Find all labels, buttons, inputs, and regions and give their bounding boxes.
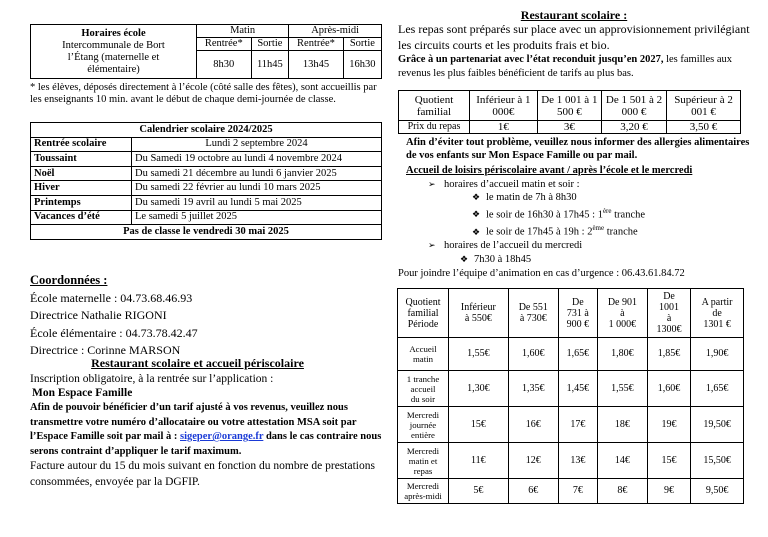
calendar-row — [31, 195, 382, 210]
list-item: ➢ horaires de l’accueil du mercredi — [428, 240, 583, 252]
calendar-row — [31, 181, 382, 196]
peri-row — [398, 338, 744, 371]
meal-price-table — [398, 90, 741, 134]
peri-price: 8€ — [597, 479, 647, 504]
peri-row — [398, 479, 744, 504]
peri-header-cell: Inférieur à 550€ — [449, 289, 509, 338]
school-label-line: Horaires école — [81, 27, 146, 39]
calendar-label: Noël — [31, 166, 132, 181]
peri-price: 1,90€ — [691, 338, 744, 371]
peri-price: 1,45€ — [558, 371, 597, 407]
peri-price: 7€ — [558, 479, 597, 504]
restaurant-scolaire-title: Restaurant scolaire : — [520, 8, 628, 22]
hours-note: * les élèves, déposés directement à l’école (côté salle des fêtes), sont accueillis par les enseignants 10 min. avant le début de chaque demi-journée de classe. — [30, 82, 377, 105]
school-label-line: élémentaire) — [87, 63, 140, 75]
emergency-contact: Pour joindre l’équipe d’animation en cas d’urgence : 06.43.61.84.72 — [398, 268, 685, 280]
peri-price: 14€ — [597, 443, 647, 479]
peri-price: 19€ — [647, 407, 690, 443]
allergies-note: Afin d’éviter tout problème, veuillez nous informer des allergies alimentaires de vos enfants sur Mon Espace Famille ou par mail. — [406, 137, 750, 161]
peri-price: 15€ — [449, 407, 509, 443]
morning-header: Matin — [197, 25, 289, 38]
list-subitem: ❖ le soir de 17h45 à 19h : 2ème tranche — [472, 224, 638, 238]
peri-price: 1,30€ — [449, 371, 509, 407]
partner-note — [398, 53, 750, 80]
calendar-label: Rentrée scolaire — [31, 137, 132, 152]
coordinates-line: École maternelle : 04.73.68.46.93 — [30, 290, 193, 305]
tarif-column-header: De 1 501 à 2 000 € — [601, 91, 666, 121]
peri-price: 9€ — [647, 479, 690, 504]
peri-price: 17€ — [558, 407, 597, 443]
peri-row-label: Mercredi matin et repas — [398, 443, 449, 479]
peri-price: 1,65€ — [691, 371, 744, 407]
restaurant-scolaire-section — [398, 8, 750, 80]
peri-row — [398, 407, 744, 443]
calendar-value: Du samedi 22 février au lundi 10 mars 2025 — [132, 181, 382, 196]
school-label-line: l’Étang (maternelle et — [67, 51, 160, 63]
registration-intro: Inscription obligatoire, à la rentrée sur l’application : — [30, 372, 274, 385]
arrow-bullet-icon: ➢ — [428, 178, 436, 189]
calendar-value: Du samedi 21 décembre au lundi 6 janvier 2025 — [132, 166, 382, 181]
peri-price: 11€ — [449, 443, 509, 479]
peri-header-cell: De 901 à 1 000€ — [597, 289, 647, 338]
restaurant-intro: Les repas sont préparés sur place avec un approvisionnement privilégiant les circuits courts et les produits frais et bio. — [398, 22, 750, 52]
afternoon-header: Après-midi — [289, 25, 382, 38]
school-label-line: Intercommunale de Bort — [62, 39, 165, 51]
peri-header-cell: A partir de 1301 € — [691, 289, 744, 338]
calendar-value: Lundi 2 septembre 2024 — [132, 137, 382, 152]
hour-value: 8h30 — [197, 51, 252, 79]
email-link[interactable]: sigeper@orange.fr — [180, 431, 264, 442]
rentree-pm-header: Rentrée* — [289, 38, 344, 51]
sortie-am-header: Sortie — [251, 38, 289, 51]
billing-note: Facture autour du 15 du mois suivant en fonction du nombre de prestations consommées, envoyée par la DGFIP. — [30, 460, 375, 488]
calendar-value: Du Samedi 19 octobre au lundi 4 novembre 2024 — [132, 152, 382, 167]
list-subitem: ❖ le soir de 16h30 à 17h45 : 1ère tranche — [472, 206, 646, 221]
peri-row-label: Accueil matin — [398, 338, 449, 371]
peri-price: 1,65€ — [558, 338, 597, 371]
peri-price: 6€ — [508, 479, 558, 504]
peri-header-cell: Quotient familial Période — [398, 289, 449, 338]
restaurant-periscolaire-title: Restaurant scolaire et accueil périscolaire — [91, 356, 304, 370]
school-label-cell — [31, 25, 197, 79]
price-value: 1€ — [470, 121, 538, 134]
peri-price: 5€ — [449, 479, 509, 504]
price-row-label: Prix du repas — [399, 121, 470, 134]
peri-header-cell: De 731 à 900 € — [558, 289, 597, 338]
peri-price: 15€ — [647, 443, 690, 479]
calendar-value: Du samedi 19 avril au lundi 5 mai 2025 — [132, 195, 382, 210]
diamond-bullet-icon: ❖ — [472, 209, 481, 220]
peri-price: 1,60€ — [647, 371, 690, 407]
calendar-title: Calendrier scolaire 2024/2025 — [31, 123, 382, 138]
peri-price: 18€ — [597, 407, 647, 443]
calendar-label: Hiver — [31, 181, 132, 196]
price-value: 3,50 € — [667, 121, 741, 134]
calendar-label: Printemps — [31, 195, 132, 210]
coordinates-title: Coordonnées : — [30, 273, 108, 287]
calendar-row — [31, 137, 382, 152]
periscolaire-price-table — [397, 288, 744, 504]
tariff-text: Afin de pouvoir bénéficier d’un tarif ajusté à vos revenus, veuillez nous transmettre votre numéro d’allocataire ou votre attestation MSA soit par l’Espace Famille soit par mail à : — [30, 402, 357, 442]
school-hours-table — [30, 24, 382, 79]
tarif-column-header: Supérieur à 2 001 € — [667, 91, 741, 121]
peri-row-label: 1 tranche accueil du soir — [398, 371, 449, 407]
periscolaire-title: Accueil de loisirs périscolaire avant / après l’école et le mercredi — [406, 165, 693, 177]
coordinates-section — [30, 272, 390, 360]
price-value: 3,20 € — [601, 121, 666, 134]
sortie-pm-header: Sortie — [343, 38, 381, 51]
rentree-am-header: Rentrée* — [197, 38, 252, 51]
peri-row — [398, 371, 744, 407]
tariff-instructions — [30, 401, 385, 459]
peri-price: 1,85€ — [647, 338, 690, 371]
calendar-label: Toussaint — [31, 152, 132, 167]
peri-price: 9,50€ — [691, 479, 744, 504]
coordinates-line: Directrice Nathalie RIGONI — [30, 308, 167, 323]
peri-row — [398, 443, 744, 479]
tarif-column-header: Inférieur à 1 000€ — [470, 91, 538, 121]
peri-price: 15,50€ — [691, 443, 744, 479]
diamond-bullet-icon: ❖ — [460, 253, 469, 264]
peri-price: 1,55€ — [597, 371, 647, 407]
peri-row-label: Mercredi après-midi — [398, 479, 449, 504]
hour-value: 16h30 — [343, 51, 381, 79]
peri-price: 1,60€ — [508, 338, 558, 371]
list-subitem: ❖ le matin de 7h à 8h30 — [472, 192, 577, 204]
arrow-bullet-icon: ➢ — [428, 240, 436, 251]
calendar-value: Le samedi 5 juillet 2025 — [132, 210, 382, 225]
list-item: ➢ horaires d’accueil matin et soir : — [428, 178, 580, 190]
peri-header-cell: De 551 à 730€ — [508, 289, 558, 338]
tariff-text-end: dans le cas contraire nous serons contraint d’appliquer le tarif maximum. — [30, 431, 382, 457]
app-name: Mon Espace Famille — [32, 386, 133, 399]
calendar-row — [31, 152, 382, 167]
peri-price: 1,55€ — [449, 338, 509, 371]
restaurant-periscolaire-section — [30, 356, 385, 490]
calendar-label: Vacances d’été — [31, 210, 132, 225]
hour-value: 13h45 — [289, 51, 344, 79]
partner-bold: Grâce à un partenariat avec l’état reconduit jusqu’en 2027, — [398, 54, 664, 65]
tarif-column-header: De 1 001 à 1 500 € — [537, 91, 601, 121]
peri-price: 12€ — [508, 443, 558, 479]
school-calendar-table — [30, 122, 382, 240]
peri-price: 19,50€ — [691, 407, 744, 443]
hour-value: 11h45 — [251, 51, 289, 79]
coordinates-line: Directrice : Corinne MARSON — [30, 343, 181, 358]
coordinates-line: École élémentaire : 04.73.78.42.47 — [30, 325, 198, 340]
peri-price: 1,35€ — [508, 371, 558, 407]
peri-price: 16€ — [508, 407, 558, 443]
diamond-bullet-icon: ❖ — [472, 226, 481, 237]
peri-price: 1,80€ — [597, 338, 647, 371]
calendar-row — [31, 210, 382, 225]
diamond-bullet-icon: ❖ — [472, 192, 481, 203]
list-subitem: ❖ 7h30 à 18h45 — [460, 253, 532, 265]
peri-price: 13€ — [558, 443, 597, 479]
periscolaire-section — [398, 137, 750, 281]
price-value: 3€ — [537, 121, 601, 134]
calendar-row — [31, 166, 382, 181]
quotient-header: Quotient familial — [399, 91, 470, 121]
calendar-footer: Pas de classe le vendredi 30 mai 2025 — [31, 225, 382, 240]
peri-header-cell: De 1001 à 1300€ — [647, 289, 690, 338]
partner-rest: les familles aux revenus les plus faibles bénéficient de tarifs au plus bas. — [398, 54, 733, 79]
peri-row-label: Mercredi journée entière — [398, 407, 449, 443]
